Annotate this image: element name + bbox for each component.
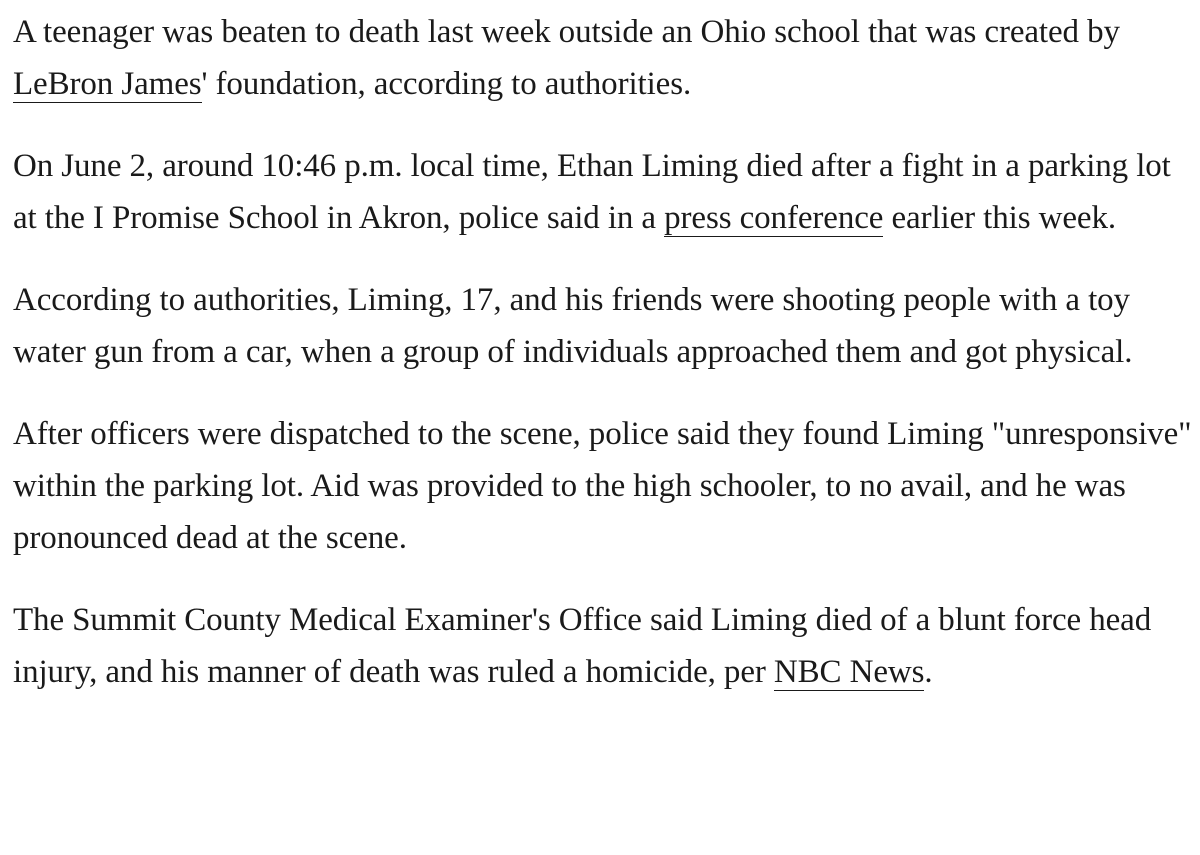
paragraph-1 [13,6,1193,110]
paragraph-5-text-before: The Summit County Medical Examiner's Office said Liming died of a blunt force head injury, and his manner of death was ruled a homicide, per [13,602,1152,690]
paragraph-5-text-after: . [924,654,933,690]
article-body [13,6,1193,728]
paragraph-2-text-after: earlier this week. [883,200,1116,236]
nbc-news-link[interactable]: NBC News [773,654,925,690]
lebron-james-link[interactable]: LeBron James [13,66,202,102]
paragraph-1-text-before: A teenager was beaten to death last week outside an Ohio school that was created by [13,14,1120,50]
paragraph-3 [13,274,1193,378]
paragraph-2 [13,140,1193,244]
paragraph-4 [13,408,1193,564]
paragraph-5 [13,594,1193,698]
paragraph-2-text-before: On June 2, around 10:46 p.m. local time, Ethan Liming died after a fight in a parking lot at the I Promise School in Akron, police said in a [13,148,1171,236]
paragraph-4-text: After officers were dispatched to the scene, police said they found Liming "unresponsive" within the parking lot. Aid was provided to the high schooler, to no avail, and he was pronounced dead at the scene. [13,416,1192,556]
paragraph-1-text-after: ' foundation, according to authorities. [201,66,692,102]
press-conference-link[interactable]: press conference [664,200,884,236]
paragraph-3-text: According to authorities, Liming, 17, and his friends were shooting people with a toy water gun from a car, when a group of individuals approached them and got physical. [13,282,1133,370]
